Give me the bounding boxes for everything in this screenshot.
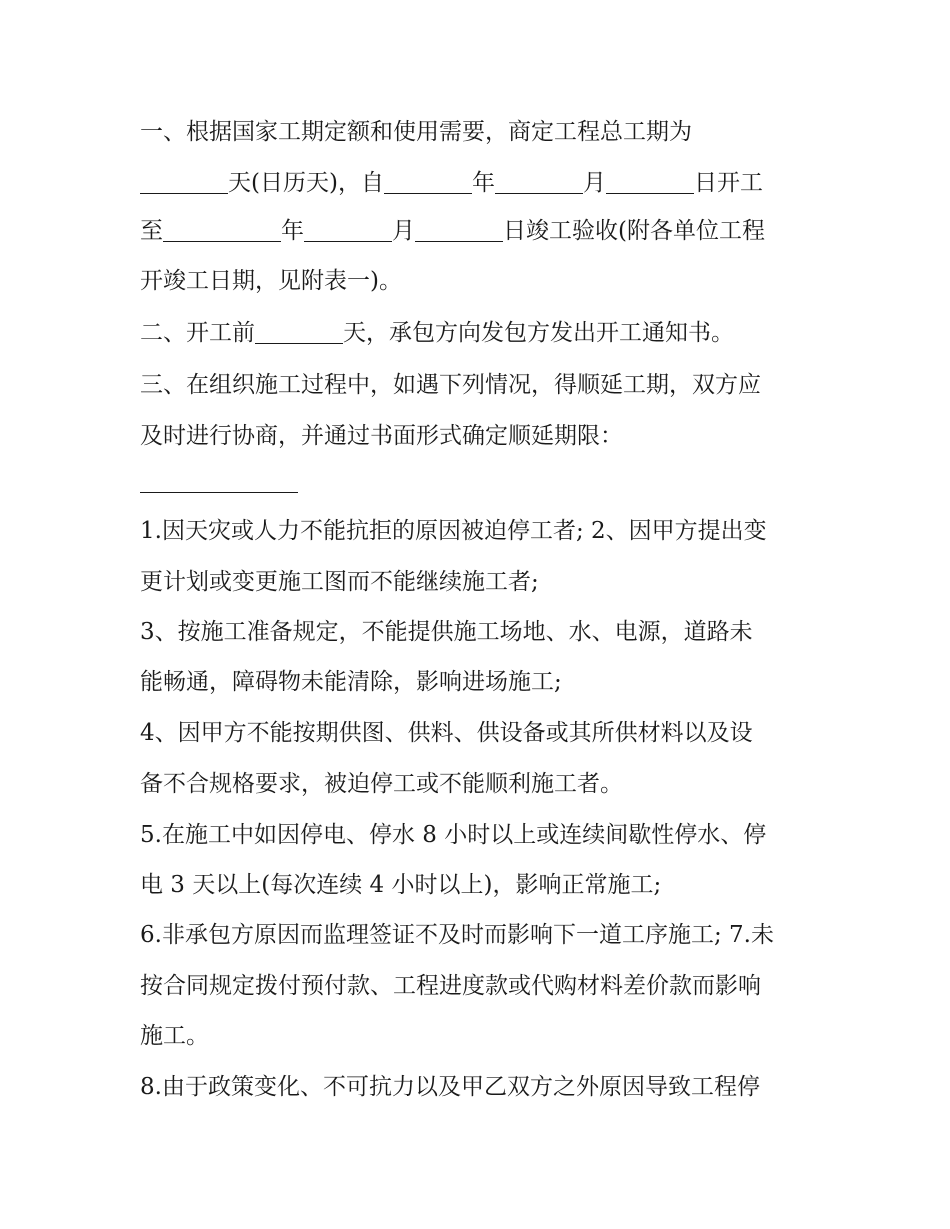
item-5-line-1: 5.在施工中如因停电、停水 8 小时以上或连续间歇性停水、停: [140, 822, 767, 848]
item-3-line-1: 3、按施工准备规定，不能提供施工场地、水、电源，道路未: [140, 619, 753, 645]
item-1-line-1: 1.因天灾或人力不能抗拒的原因被迫停工者; 2、因甲方提出变: [140, 518, 767, 544]
start-day-blank[interactable]: [606, 171, 694, 194]
start-year-blank[interactable]: [384, 171, 472, 194]
item-5-line-2: 电 3 天以上(每次连续 4 小时以上)，影响正常施工;: [140, 872, 662, 898]
notice-days-blank[interactable]: [255, 321, 343, 344]
item-3-line-2: 能畅通，障碍物未能清除，影响进场施工;: [140, 669, 562, 695]
extension-term-blank[interactable]: [140, 470, 298, 493]
item-4-line-1: 4、因甲方不能按期供图、供料、供设备或其所供材料以及设: [140, 720, 753, 746]
clause-1-line-1: 一、根据国家工期定额和使用需要，商定工程总工期为: [140, 119, 692, 145]
clause-2: 二、开工前 天，承包方向发包方发出开工通知书。: [140, 320, 734, 346]
start-month-blank[interactable]: [495, 171, 583, 194]
end-month-blank[interactable]: [304, 219, 392, 242]
item-8-line-1: 8.由于政策变化、不可抗力以及甲乙双方之外原因导致工程停: [140, 1074, 760, 1100]
clause-3-line-1: 三、在组织施工过程中，如遇下列情况，得顺延工期，双方应: [140, 372, 761, 398]
clause-1-line-2: 天(日历天)，自 年 月 日开工: [140, 168, 820, 198]
item-1-line-2: 更计划或变更施工图而不能继续施工者;: [140, 569, 539, 595]
clause-3-line-2: 及时进行协商，并通过书面形式确定顺延期限：: [140, 423, 623, 449]
item-4-line-2: 备不合规格要求，被迫停工或不能顺利施工者。: [140, 771, 623, 797]
item-7-line-2: 按合同规定拨付预付款、工程进度款或代购材料差价款而影响: [140, 973, 761, 999]
clause-1-line-4: 开竣工日期，见附表一)。: [140, 268, 402, 294]
extension-term-blank-line: [140, 467, 820, 497]
item-7-line-3: 施工。: [140, 1023, 209, 1049]
clause-1-line-3: 至 年 月 日竣工验收(附各单位工程: [140, 218, 765, 244]
end-day-blank[interactable]: [415, 219, 503, 242]
end-year-blank[interactable]: [163, 219, 281, 242]
duration-days-blank[interactable]: [140, 171, 228, 194]
item-6-line-1: 6.非承包方原因而监理签证不及时而影响下一道工序施工; 7.未: [140, 922, 774, 948]
